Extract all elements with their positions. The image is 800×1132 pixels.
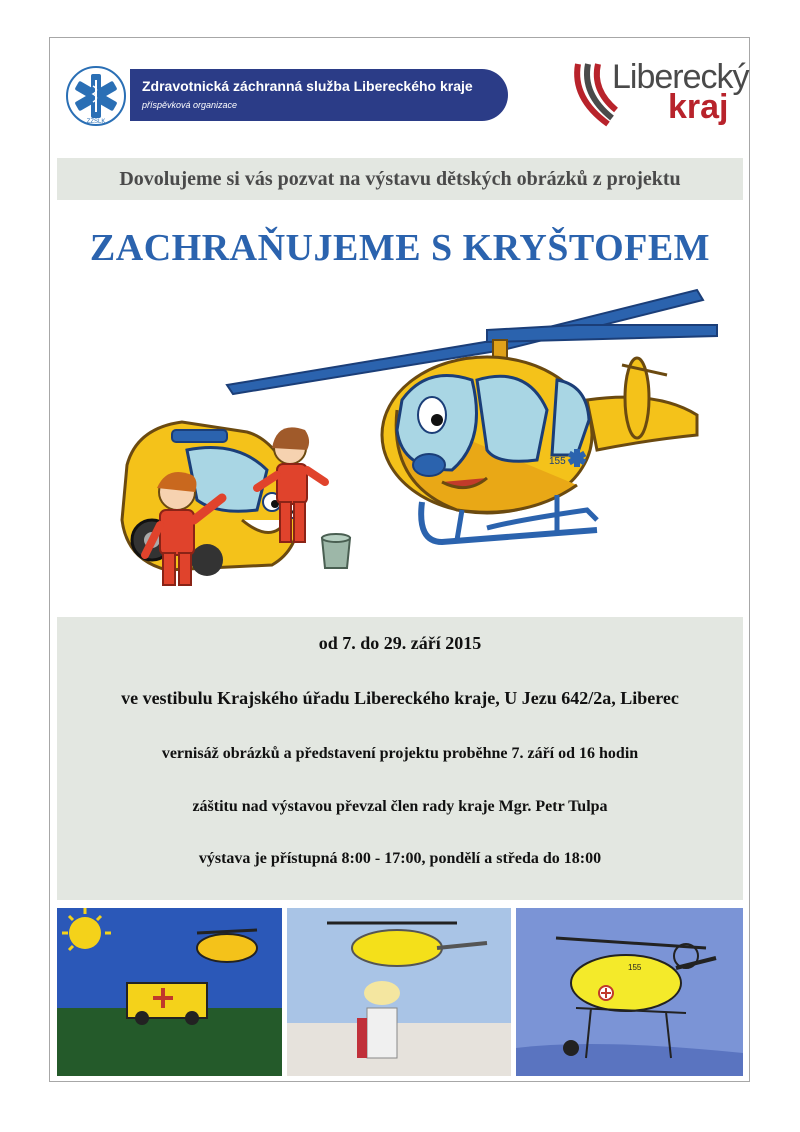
bucket xyxy=(322,534,350,568)
event-patronage: záštitu nad výstavou převzal člen rady kraje Mgr. Petr Tulpa xyxy=(192,798,608,815)
invitation-text: Dovolujeme si vás pozvat na výstavu dětských obrázků z projektu xyxy=(57,158,743,200)
event-info-panel xyxy=(57,617,743,900)
child-drawing-1 xyxy=(57,908,282,1076)
svg-text:155: 155 xyxy=(628,963,642,972)
project-title: ZACHRAŇUJEME S KRYŠTOFEM xyxy=(89,227,711,269)
zzs-organization-banner xyxy=(130,69,508,121)
event-place: ve vestibulu Krajského úřadu Libereckého kraje, U Jezu 642/2a, Liberec xyxy=(121,688,679,708)
svg-text:ZZSLK: ZZSLK xyxy=(86,119,106,125)
child-drawing-3 xyxy=(516,908,743,1076)
region-logo-line2: kraj xyxy=(668,88,729,126)
child-drawing-2 xyxy=(287,908,511,1076)
organization-name: Zdravotnická záchranná služba Libereckého kraje xyxy=(142,78,473,94)
zzs-star-of-life-logo xyxy=(66,66,126,126)
event-date: od 7. do 29. září 2015 xyxy=(318,633,482,653)
organization-subtitle: příspěvková organizace xyxy=(142,100,238,110)
svg-text:155: 155 xyxy=(549,456,566,467)
region-logo-line1: Liberecký xyxy=(612,58,749,96)
liberecky-kraj-logo xyxy=(568,58,748,132)
illustration xyxy=(57,270,743,615)
event-opening-hours: výstava je přístupná 8:00 - 17:00, pondělí a středa do 18:00 xyxy=(198,850,602,867)
event-vernissage: vernisáž obrázků a představení projektu proběhne 7. září od 16 hodin xyxy=(161,745,639,762)
